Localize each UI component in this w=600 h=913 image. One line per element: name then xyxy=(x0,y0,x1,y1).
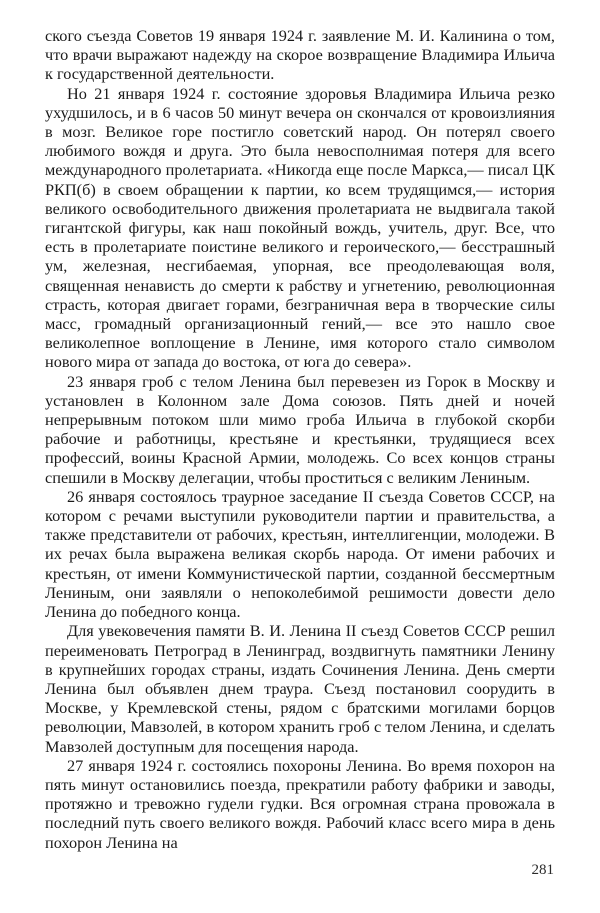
paragraph-memorial-decisions: Для увековечения памяти В. И. Ленина II съезд Советов СССР решил переименовать Петроград в Ленинград, воздвигнуть памятники Ленину в крупнейших городах страны, издать Сочинения Ленина. День смерти Ленина был объявлен днем траура. Съезд постановил соорудить в Москве, у Кремлевской стены, рядом с братскими могилами борцов революции, Мавзолей, в котором хранить гроб с телом Ленина, и сделать Мавзолей доступным для посещения народа. xyxy=(45,621,555,756)
paragraph-continuation: ского съезда Советов 19 января 1924 г. заявление М. И. Калинина о том, что врачи выражают надежду на скорое возвращение Владимира Ильича к государственной деятельности. xyxy=(45,26,555,84)
paragraph-coffin-moscow: 23 января гроб с телом Ленина был перевезен из Горок в Москву и установлен в Колонном зале Дома союзов. Пять дней и ночей непрерывным потоком шли мимо гроба Ильича в глубокой скорби рабочие и работницы, крестьяне и крестьянки, трудящиеся всех профессий, воины Красной Армии, молодежь. Со всех концов страны спешили в Москву делегации, чтобы проститься с великим Лениным. xyxy=(45,371,555,487)
page-number: 281 xyxy=(531,862,554,878)
paragraph-funeral: 27 января 1924 г. состоялись похороны Ленина. Во время похорон на пять минут остановились поезда, прекратили работу фабрики и заводы, протяжно и тревожно гудели гудки. Вся огромная страна провожала в последний путь своего великого вождя. Рабочий класс всего мира в день похорон Ленина на xyxy=(45,755,555,852)
paragraph-lenin-death: Но 21 января 1924 г. состояние здоровья Владимира Ильича резко ухудшилось, и в 6 часов 50 минут вечера он скончался от кровоизлияния в мозг. Великое горе постигло советский народ. Он потерял своего любимого вождя и друга. Это была невосполнимая потеря для всего международного пролетариата. «Никогда еще после Маркса,— писал ЦК РКП(б) в своем обращении к партии, ко всем трудящимся,— история великого освободительного движения пролетариата не выдвигала такой гигантской фигуры, как наш покойный вождь, учитель, друг. Все, что есть в пролетариате поистине великого и героического,— бесстрашный ум, железная, несгибаемая, упорная, все преодолевающая воля, священная ненависть до смерти к рабству и угнетению, революционная страсть, которая двигает горами, безграничная вера в творческие силы масс, громадный организационный гений,— все это нашло свое великолепное воплощение в Ленине, имя которого стало символом нового мира от запада до востока, от юга до севера». xyxy=(45,83,555,372)
paragraph-congress-session: 26 января состоялось траурное заседание II съезда Советов СССР, на котором с речами выступили руководители партии и правительства, а также представители от рабочих, крестьян, интеллигенции, молодежи. В их речах была выражена великая скорбь народа. От имени рабочих и крестьян, от имени Коммунистической партии, созданной бессмертным Лениным, они заявляли о непоколебимой решимости довести дело Ленина до победного конца. xyxy=(45,486,555,622)
page-body xyxy=(45,26,555,852)
